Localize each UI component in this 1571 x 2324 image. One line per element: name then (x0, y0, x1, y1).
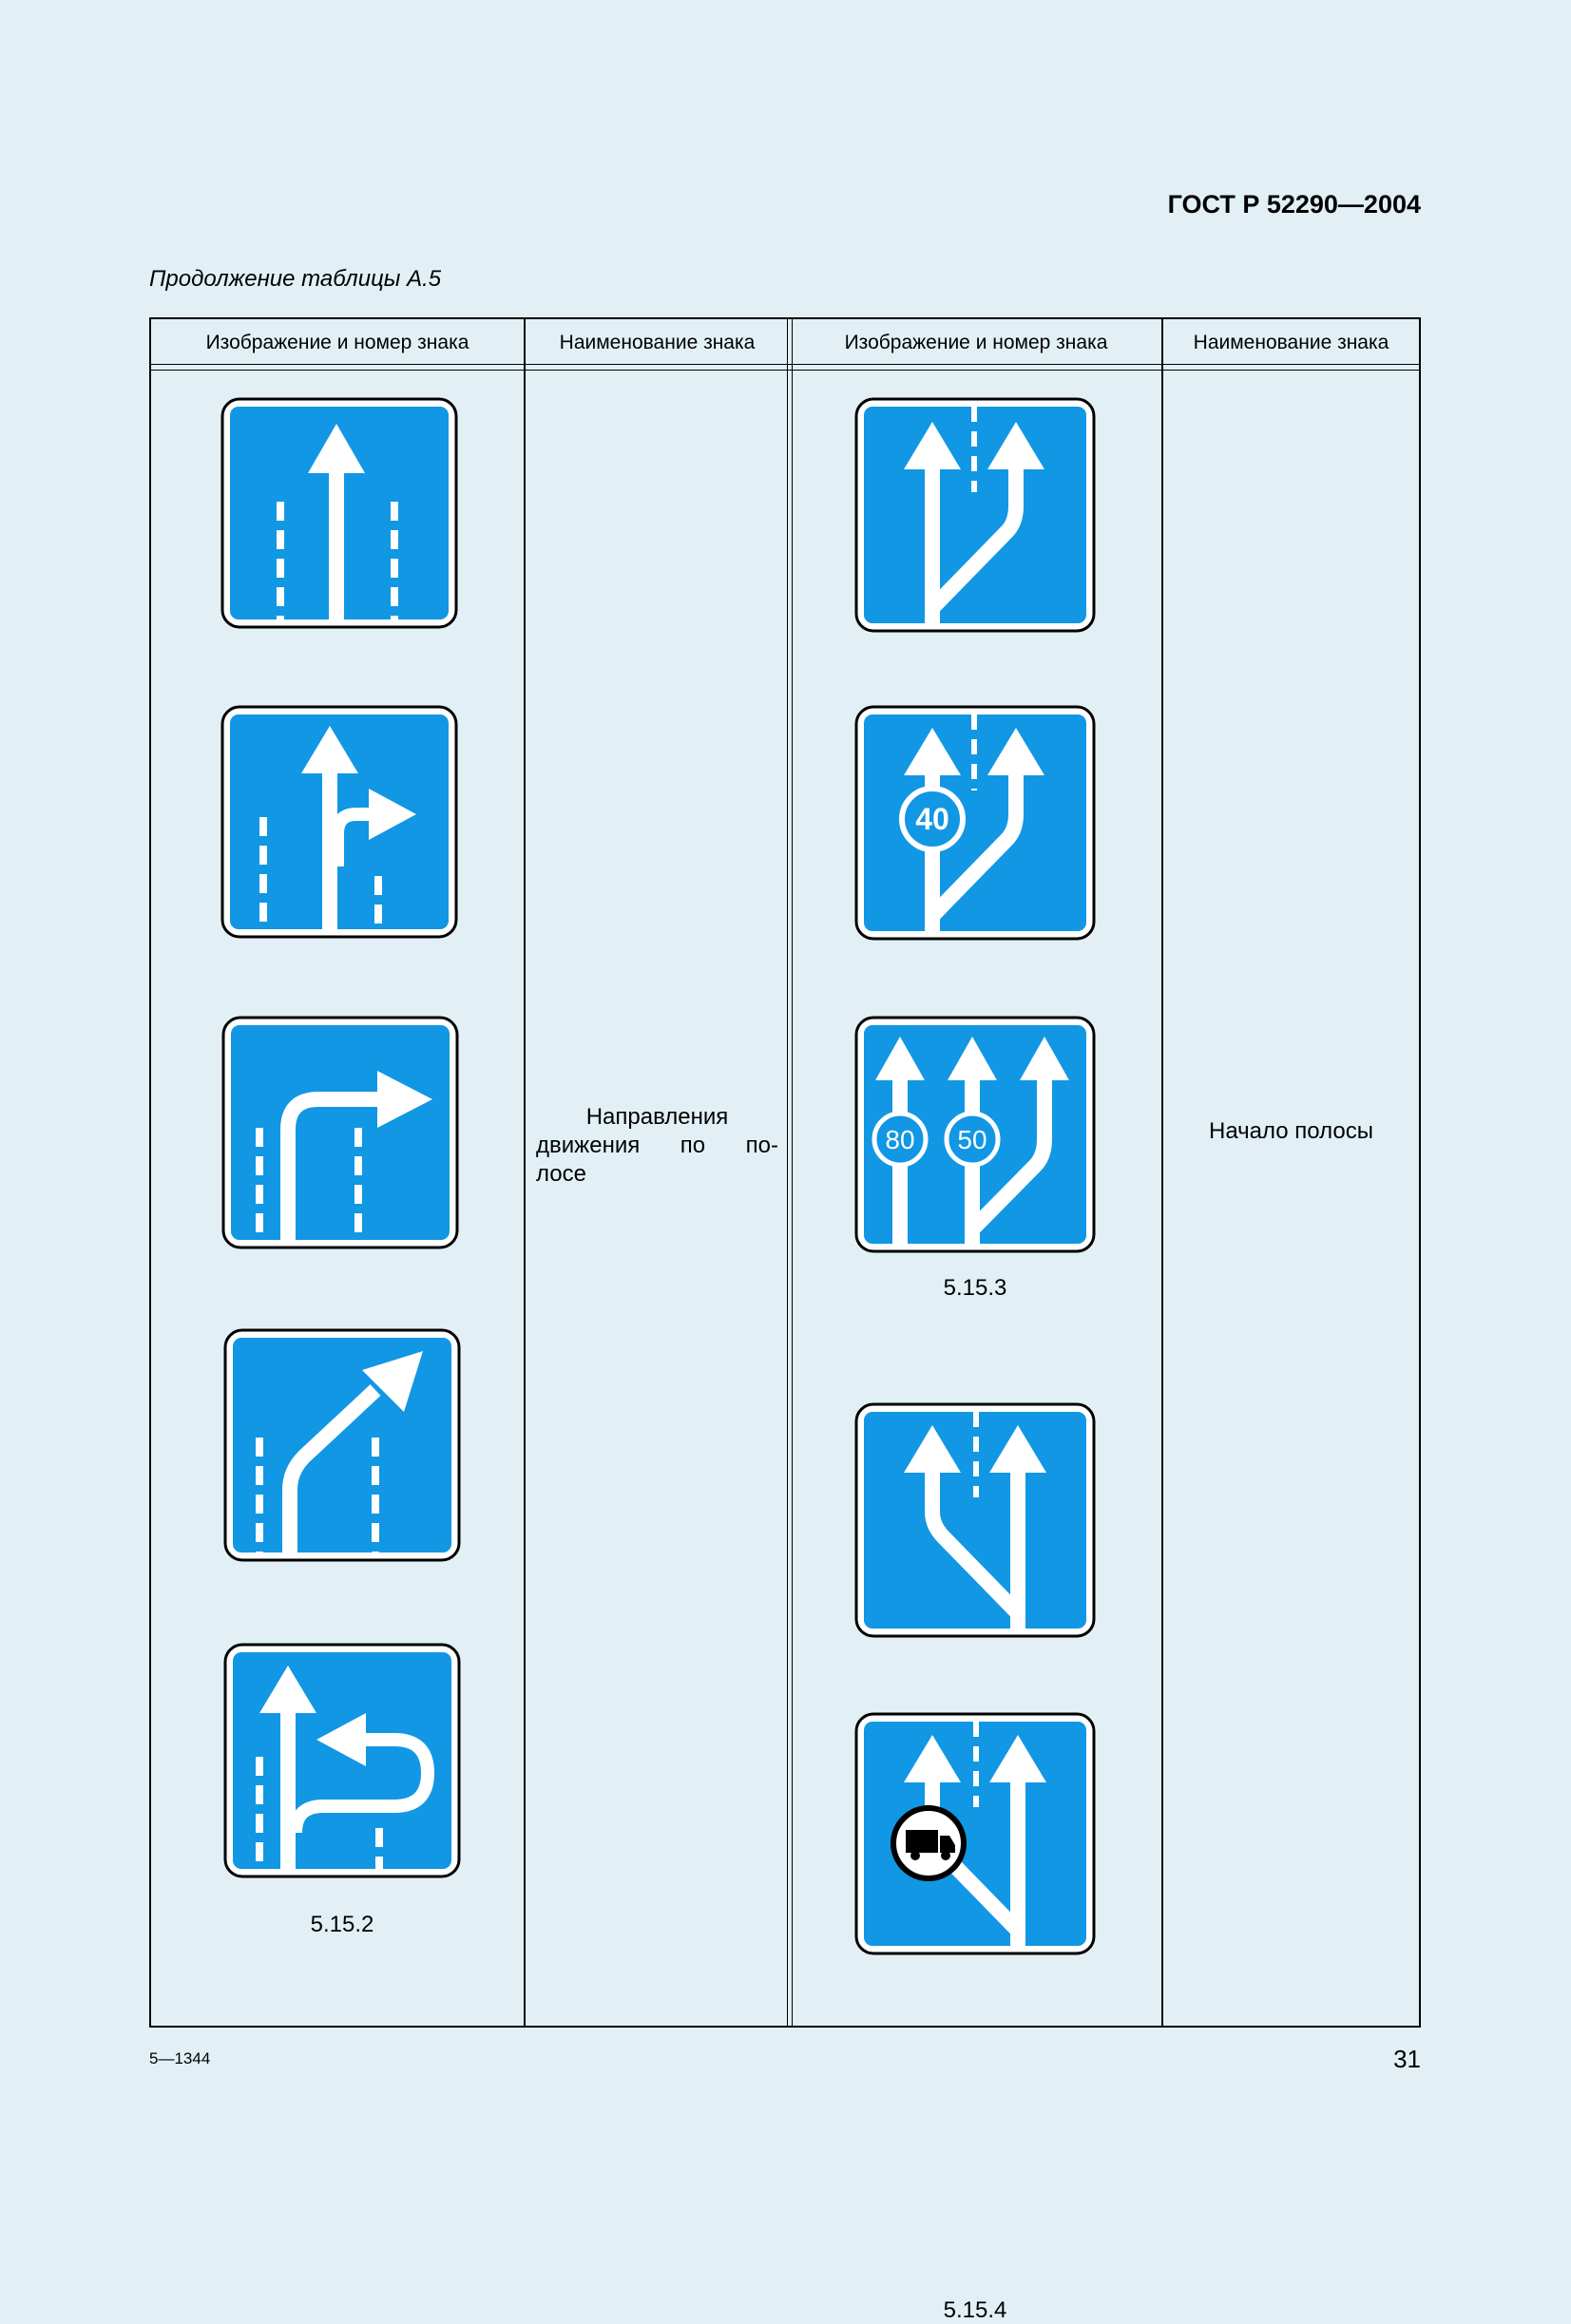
lane-begin-sign (854, 397, 1096, 633)
lane-diagonal-right-sign (223, 1328, 461, 1562)
lane-begin-truck-sign (854, 1712, 1096, 1955)
sign-number: 5.15.3 (943, 1275, 1007, 1301)
lane-uturn-sign (223, 1643, 461, 1878)
lane-begin-left-sign (854, 1402, 1096, 1638)
sign-name-line: движения по по- (536, 1133, 778, 1158)
column-header-name-2: Наименование знака (1193, 332, 1389, 353)
sign-number: 5.15.4 (943, 2297, 1007, 2323)
table-continuation-label: Продолжение таблицы А.5 (149, 266, 442, 292)
speed-limit-80: 80 (885, 1125, 915, 1154)
sign-number: 5.15.2 (310, 1912, 374, 1937)
document-code: ГОСТ Р 52290—2004 (1167, 190, 1421, 219)
sign-name-line: Направления (585, 1104, 729, 1130)
footer-print-code: 5—1344 (149, 2049, 211, 2067)
speed-limit-40: 40 (915, 802, 949, 836)
column-divider (1161, 319, 1163, 2026)
lane-straight-right-sign (220, 705, 458, 939)
column-header-image-1: Изображение и номер знака (205, 332, 469, 353)
lane-begin-speed-sign (854, 705, 1096, 941)
lane-straight-sign (220, 397, 458, 629)
column-divider-double (792, 319, 793, 2026)
column-divider (524, 319, 526, 2026)
column-header-name-1: Наименование знака (559, 332, 756, 353)
header-divider-double (151, 370, 1419, 371)
sign-name-lane-begin: Начало полосы (1209, 1118, 1373, 1144)
lane-begin-3-speed-sign (854, 1016, 1096, 1253)
speed-limit-50: 50 (957, 1125, 987, 1154)
header-divider (151, 364, 1419, 365)
sign-name-lane-directions (536, 1103, 778, 1189)
column-divider-double (787, 319, 788, 2026)
column-header-image-2: Изображение и номер знака (844, 332, 1108, 353)
lane-right-sign (221, 1016, 459, 1249)
sign-name-line: лосе (536, 1161, 586, 1187)
page-number: 31 (1393, 2045, 1421, 2073)
